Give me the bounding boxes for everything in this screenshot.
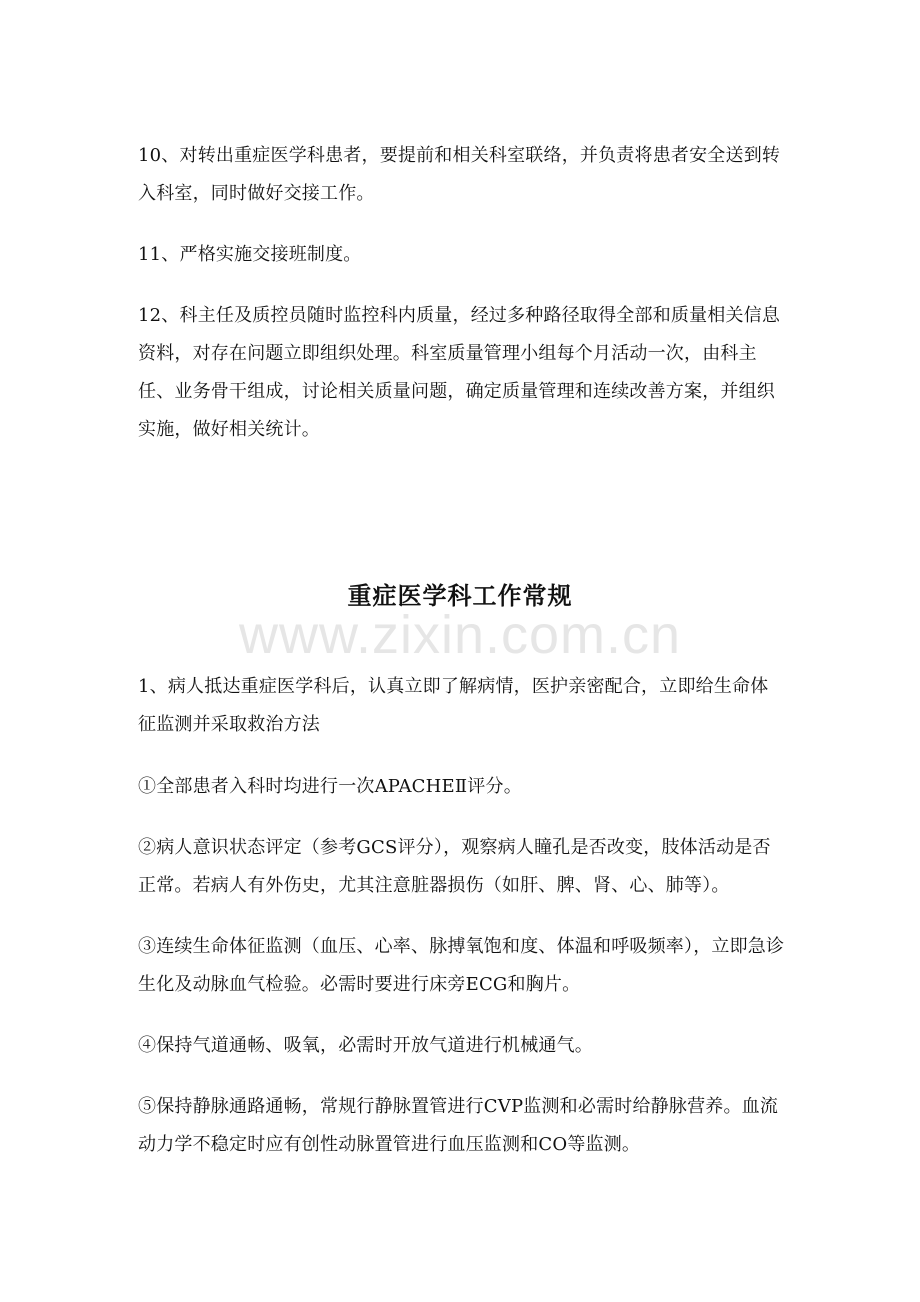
paragraph-consciousness: ②病人意识状态评定（参考GCS评分），观察病人瞳孔是否改变，肢体活动是否正常。若病人有外伤史，尤其注意脏器损伤（如肝、脾、肾、心、肺等）。 <box>138 837 771 896</box>
paragraph-airway: ④保持气道通畅、吸氧，必需时开放气道进行机械通气。 <box>138 1035 593 1056</box>
section-title: 重症医学科工作常规 <box>347 581 573 610</box>
paragraph-item-10: 10、对转出重症医学科患者，要提前和相关科室联络，并负责将患者安全送到转入科室，同时做好交接工作。 <box>138 145 781 204</box>
watermark-text: www.zixin.com.cn <box>238 605 682 665</box>
paragraph-item-11: 11、严格实施交接班制度。 <box>138 244 362 265</box>
paragraph-venous-access: ⑤保持静脉通路通畅，常规行静脉置管进行CVP监测和必需时给静脉营养。血流动力学不稳定时应有创性动脉置管进行血压监测和CO等监测。 <box>138 1096 779 1155</box>
paragraph-item-12: 12、科主任及质控员随时监控科内质量，经过多种路径取得全部和质量相关信息资料，对存在问题立即组织处理。科室质量管理小组每个月活动一次，由科主任、业务骨干组成，讨论相关质量问题，确定质量管理和连续改善方案，并组织实施，做好相关统计。 <box>138 305 781 440</box>
paragraph-apache-score: ①全部患者入科时均进行一次APACHEⅡ评分。 <box>138 776 522 797</box>
paragraph-item-1: 1、病人抵达重症医学科后，认真立即了解病情，医护亲密配合，立即给生命体征监测并采取救治方法 <box>138 676 769 735</box>
paragraph-vital-signs: ③连续生命体征监测（血压、心率、脉搏氧饱和度、体温和呼吸频率），立即急诊生化及动脉血气检验。必需时要进行床旁ECG和胸片。 <box>138 936 785 995</box>
